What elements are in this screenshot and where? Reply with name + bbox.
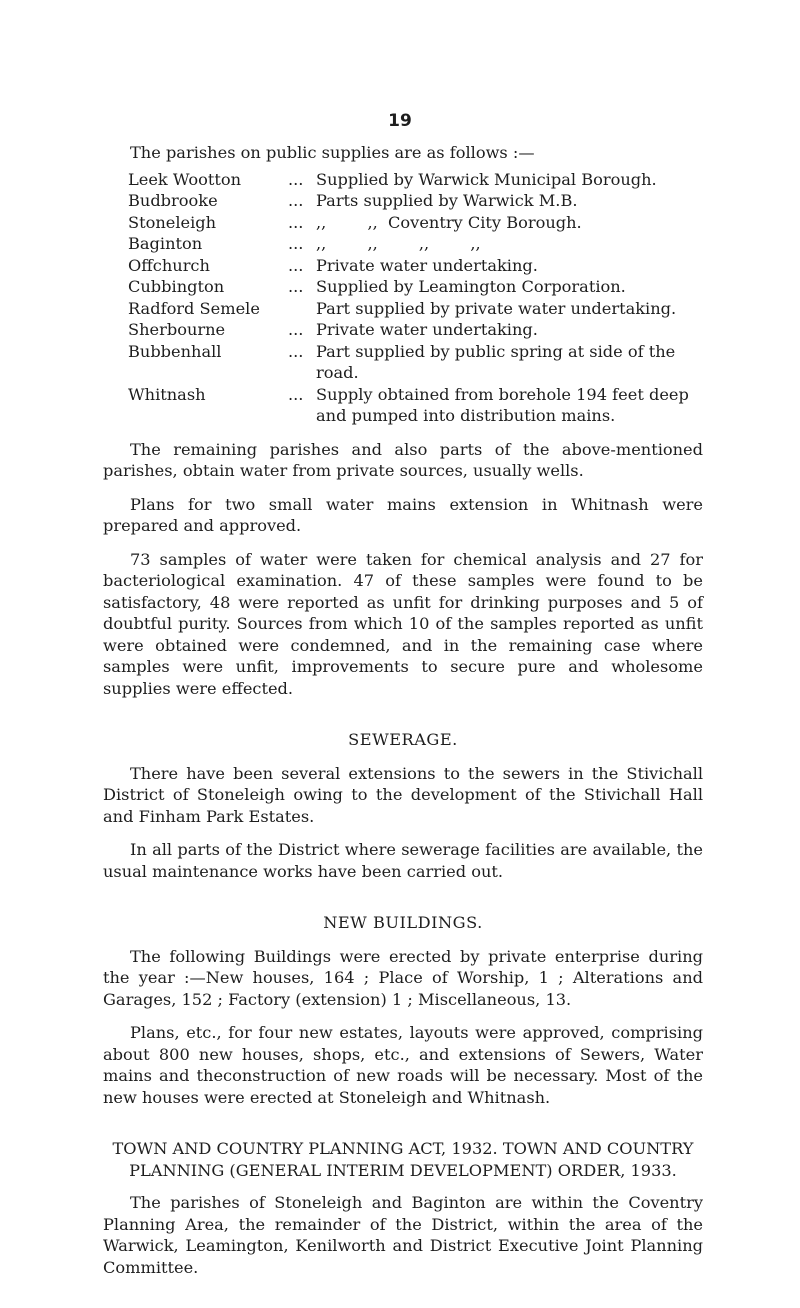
planning-heading: TOWN AND COUNTRY PLANNING ACT, 1932. TOWN AND COUNTRY PLANNING (GENERAL INTERIM DEVELOPMENT) ORDER, 1933. [112, 1139, 694, 1180]
parish-row [128, 190, 703, 212]
parish-row [128, 169, 703, 191]
parish-name: Bubbenhall [128, 341, 222, 361]
parish-name: Budbrooke [128, 191, 218, 210]
new-buildings-paragraph-1: The following Buildings were erected by private enterprise during the year :—New houses, 164 ; Place of Worship, 1 ; Alterations and Garages, 152 ; Factory (extension) 1 ; Miscellaneous, 13. [103, 946, 703, 1009]
parish-row [128, 341, 703, 384]
parish-supply: Supplied by Warwick Municipal Borough. [316, 169, 657, 189]
parish-name: Cubbington [128, 277, 225, 296]
leader-dots: ... [288, 169, 304, 189]
parish-supply: ,, ,, Coventry City Borough. [316, 212, 582, 232]
parish-supply: Part supplied by public spring at side of the road. [316, 341, 681, 382]
leader-dots: ... [288, 255, 304, 275]
parish-supply: Private water undertaking. [316, 255, 538, 275]
document-body [103, 142, 703, 1278]
water-paragraph-2: Plans for two small water mains extension in Whitnash were prepared and approved. [103, 494, 703, 535]
parish-row [128, 255, 703, 277]
water-paragraph-1: The remaining parishes and also parts of the above-mentioned parishes, obtain water from private sources, usually wells. [103, 439, 703, 480]
parish-name: Radford Semele [128, 298, 260, 318]
new-buildings-heading: NEW BUILDINGS. [323, 913, 483, 932]
leader-dots: ... [288, 277, 304, 296]
leader-dots: ... [288, 341, 304, 361]
parish-name: Stoneleigh [128, 212, 217, 232]
parish-supply: Part supplied by private water undertaking. [316, 298, 677, 318]
sewerage-paragraph-1: There have been several extensions to the sewers in the Stivichall District of Stoneleigh owing to the development of the Stivichall Hall and Finham Park Estates. [103, 763, 703, 826]
parish-name: Leek Wootton [128, 169, 242, 189]
parish-supply: ,, ,, ,, ,, [316, 234, 481, 253]
parish-row [128, 298, 703, 320]
leader-dots: ... [288, 191, 304, 210]
parish-row [128, 384, 703, 427]
leader-dots [288, 298, 316, 320]
parish-row [128, 233, 703, 255]
leader-dots: ... [288, 234, 304, 253]
parish-name: Baginton [128, 234, 203, 253]
parish-name: Whitnash [128, 384, 206, 404]
page-number: 19 [388, 111, 412, 131]
parishes-intro: The parishes on public supplies are as follows :— [130, 143, 535, 162]
parish-supply: Supplied by Leamington Corporation. [316, 277, 626, 296]
water-paragraph-3: 73 samples of water were taken for chemical analysis and 27 for bacteriological examination. 47 of these samples were found to be satisfactory, 48 were reported as unfit for drinking purposes and 5 of doubtful purity. Sources from which 10 of the samples reported as unfit were obtained were condemned, and in the remaining case where samples were unfit, improvements to secure pure and wholesome supplies were effected. [103, 549, 703, 698]
parish-row [128, 212, 703, 234]
parish-name: Sherbourne [128, 320, 226, 339]
leader-dots: ... [288, 320, 304, 339]
parish-supply: Private water undertaking. [316, 320, 538, 339]
parish-supply: Parts supplied by Warwick M.B. [316, 191, 578, 210]
planning-paragraph-1: The parishes of Stoneleigh and Baginton are within the Coventry Planning Area, the remainder of the District, within the area of the Warwick, Leamington, Kenilworth and District Executive Joint Planning Committee. [103, 1193, 703, 1277]
parish-row [128, 276, 703, 298]
parish-row [128, 319, 703, 341]
leader-dots: ... [288, 384, 304, 404]
parish-supply-table [128, 169, 703, 427]
sewerage-paragraph-2: In all parts of the District where sewerage facilities are available, the usual maintenance works have been carried out. [103, 840, 703, 881]
sewerage-heading: SEWERAGE. [348, 730, 458, 749]
parish-supply: Supply obtained from borehole 194 feet deep and pumped into distribution mains. [316, 384, 695, 425]
parish-name: Offchurch [128, 255, 210, 275]
new-buildings-paragraph-2: Plans, etc., for four new estates, layouts were approved, comprising about 800 new houses, shops, etc., and extensions of Sewers, Water mains and theconstruction of new roads will be necessary. Most of the new houses were erected at Stoneleigh and Whitnash. [103, 1023, 703, 1107]
leader-dots: ... [288, 212, 304, 232]
